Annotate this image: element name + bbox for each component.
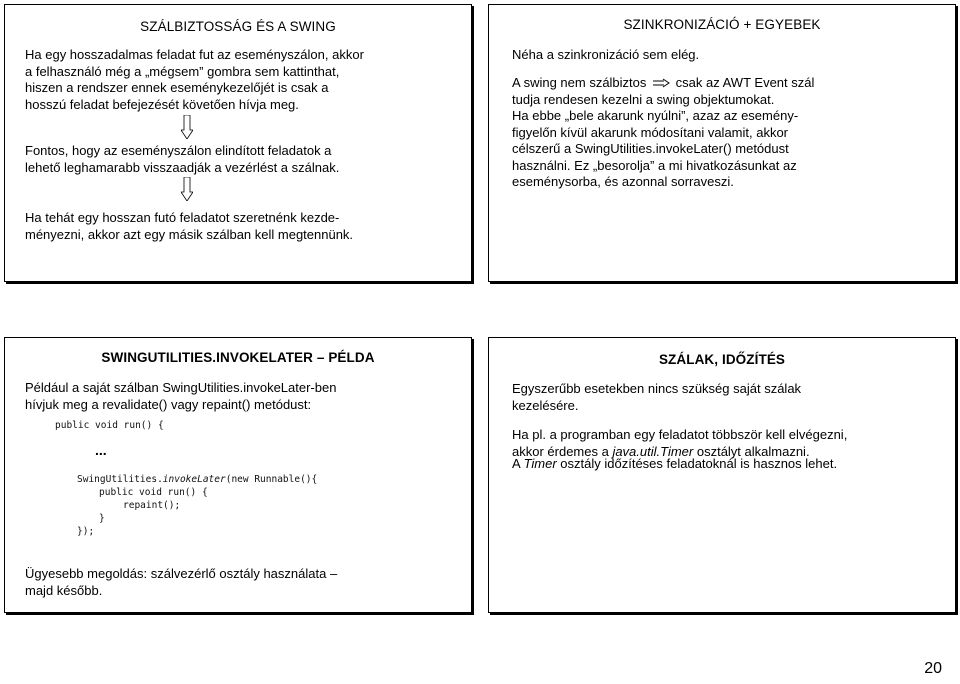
paragraph: Például a saját szálban SwingUtilities.invokeLater-ben hívjuk meg a revalidate() vagy repaint() metódust: <box>25 380 337 412</box>
ellipsis: ... <box>95 442 107 458</box>
slide-invokelater-example <box>4 337 472 613</box>
down-arrow-icon <box>181 115 193 139</box>
paragraph: Néha a szinkronizáció sem elég. <box>512 47 700 62</box>
slide-title: SZÁLBIZTOSSÁG ÉS A SWING <box>140 19 336 34</box>
slide-title-text: SZÁLAK, IDŐZÍTÉS <box>658 352 786 367</box>
page-number: 20 <box>924 660 942 677</box>
paragraph: tudja rendesen kezelni a swing objektumokat. Ha ebbe „bele akarunk nyúlni”, azaz az esemény- figyelőn kívül akarunk módosítani valamit, akkor célszerű a SwingUtilities.invokeLater() metódust használni. Ez „besorolja” a mi hivatkozásunkat az eseménysorba, és azonnal sorraveszi. <box>512 91 799 189</box>
slide-title-text: SWINGUTILITIES.INVOKELATER – PÉLDA <box>101 350 375 365</box>
code-line: }); <box>77 526 95 537</box>
slide-title: SZINKRONIZÁCIÓ + EGYEBEK <box>623 17 821 32</box>
paragraph <box>512 456 837 473</box>
text-span: csak az AWT Event szál <box>675 75 815 90</box>
slide-thread-safety <box>4 4 472 282</box>
code-line <box>77 474 317 486</box>
paragraph: Fontos, hogy az eseményszálon elindított feladatok a lehető leghamarabb visszaadják a vezérlést a szálnak. <box>25 143 340 175</box>
text-span: Timer <box>523 456 557 471</box>
text-span: Ha pl. a programban egy feladatot többször kell elvégezni, akkor érdemes a <box>512 427 848 459</box>
slide-title <box>5 350 471 365</box>
code-line: public void run() { <box>55 420 164 431</box>
down-arrow-icon <box>181 177 193 201</box>
paragraph: Ha egy hosszadalmas feladat fut az eseményszálon, akkor a felhasználó még a „mégsem” gombra sem kattinthat, hiszen a rendszer ennek eseménykezelőjét is csak a hosszú feladat befejezését követően hívja meg. <box>25 47 364 112</box>
slide-threads-timing <box>488 337 956 613</box>
text-span: osztályt alkalmazni. <box>693 443 810 459</box>
paragraph: Ügyesebb megoldás: szálvezérlő osztály használata – majd később. <box>25 566 338 598</box>
code-token: invokeLater <box>162 474 226 485</box>
text-span: osztály időzítéses feladatoknál is hasznos lehet. <box>556 456 838 471</box>
implies-arrow-icon <box>652 78 670 88</box>
code-line: repaint(); <box>123 500 181 511</box>
text-span: A swing nem szálbiztos <box>512 75 647 90</box>
code-token: (new Runnable(){ <box>225 474 318 485</box>
code-token: SwingUtilities. <box>77 474 163 485</box>
slide-synchronization <box>488 4 956 282</box>
paragraph: Egyszerűbb esetekben nincs szükség saját szálak kezelésére. <box>512 381 802 413</box>
code-line: } <box>99 513 105 524</box>
slide-title <box>489 352 955 367</box>
paragraph-line <box>512 75 814 92</box>
text-span: java.util.Timer <box>612 443 694 459</box>
paragraph: Ha tehát egy hosszan futó feladatot szeretnénk kezde- ményezni, akkor azt egy másik szálban kell megtennünk. <box>25 210 354 242</box>
code-line: public void run() { <box>99 487 208 498</box>
text-span: A <box>512 456 524 471</box>
